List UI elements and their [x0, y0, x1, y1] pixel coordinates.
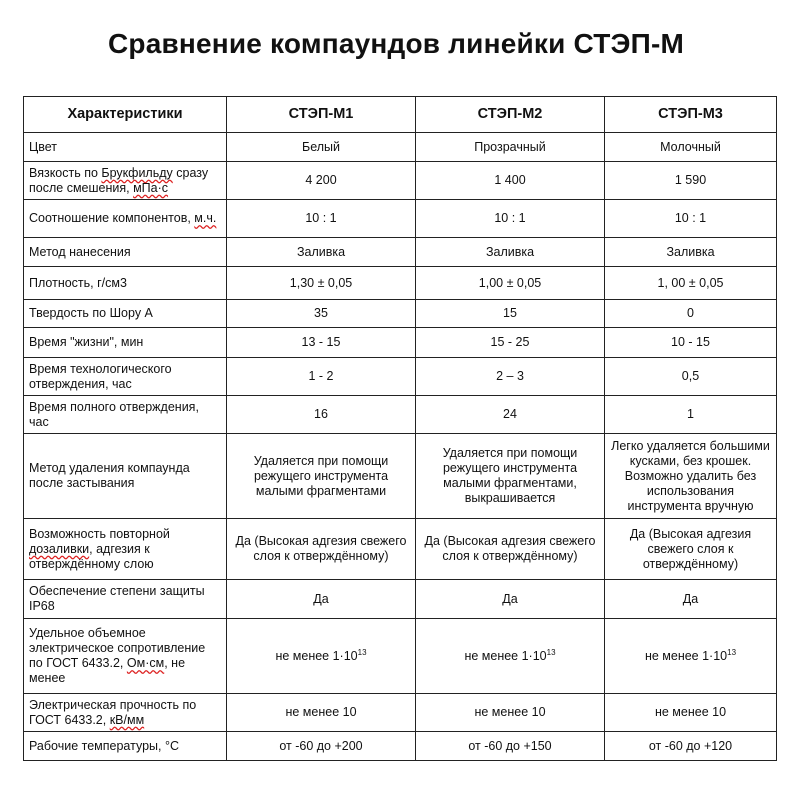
- cell-value: 10 : 1: [494, 211, 526, 225]
- value-cell-step-m3: [605, 358, 777, 396]
- cell-value: не менее 10: [474, 705, 546, 719]
- value-cell-step-m3: [605, 267, 777, 300]
- value-cell-step-m3: [605, 580, 777, 619]
- value-cell-step-m1: [227, 133, 416, 162]
- value-cell-step-m1: [227, 732, 416, 761]
- value-cell-step-m2: [416, 732, 605, 761]
- row-label: [24, 694, 227, 732]
- value-cell-step-m2: [416, 358, 605, 396]
- value-cell-step-m2: [416, 200, 605, 238]
- cell-value: 1 590: [674, 173, 707, 187]
- table-row-removal: [24, 434, 777, 519]
- header-characteristics: Характеристики: [24, 97, 227, 133]
- label-text: Удельное объемное электрическое сопротивление по ГОСТ 6433.2,: [29, 626, 206, 670]
- value-cell-step-m1: [227, 358, 416, 396]
- page-title: Сравнение компаундов линейки СТЭП-М: [107, 28, 685, 59]
- cell-value: Заливка: [485, 244, 535, 259]
- spellcheck-word: Ом·см: [126, 656, 165, 670]
- row-label: [24, 580, 227, 619]
- cell-value: Да (Высокая адгезия свежего слоя к отверждённому): [235, 534, 407, 563]
- value-cell-step-m1: [227, 328, 416, 358]
- label-text: Метод нанесения: [29, 244, 131, 259]
- value-cell-step-m3: [605, 300, 777, 328]
- spellcheck-word: Брукфильду: [101, 165, 173, 180]
- label-text: Время полного отверждения, час: [29, 399, 199, 429]
- cell-value: Да: [682, 591, 699, 606]
- table-row-color: [24, 133, 777, 162]
- header-step-m3: СТЭП-М3: [605, 97, 777, 133]
- value-cell-step-m2: [416, 519, 605, 580]
- label-text: Время "жизни", мин: [29, 335, 144, 349]
- label-text: Метод удаления компаунда после застывания: [29, 461, 190, 490]
- value-cell-step-m1: [227, 267, 416, 300]
- row-label: [24, 238, 227, 267]
- cell-value: 1 400: [494, 173, 526, 187]
- value-cell-step-m3: [605, 396, 777, 434]
- cell-value: Белый: [301, 139, 340, 154]
- header-step-m2: СТЭП-М2: [416, 97, 605, 133]
- cell-value: Прозрачный: [474, 139, 546, 154]
- label-text: сразу после смешения,: [29, 165, 209, 195]
- label-text: Время технологического отверждения, час: [29, 361, 172, 391]
- value-cell-step-m2: [416, 396, 605, 434]
- table-row-hardness: [24, 300, 777, 328]
- exponent: 13: [546, 647, 556, 657]
- row-label: [24, 519, 227, 580]
- value-cell-step-m3: [605, 238, 777, 267]
- spellcheck-word: мПа·с: [133, 180, 169, 195]
- label-text: Рабочие температуры, °С: [29, 738, 179, 753]
- cell-value: 1,30 ± 0,05: [289, 275, 353, 290]
- table-row-ip68: [24, 580, 777, 619]
- value-cell-step-m3: [605, 328, 777, 358]
- label-text: Твердость по Шору А: [29, 306, 153, 320]
- cell-value: от -60 до +120: [648, 738, 733, 753]
- cell-value: от -60 до +200: [279, 738, 363, 753]
- cell-value: Заливка: [296, 244, 346, 259]
- label-text: Соотношение компонентов,: [29, 211, 195, 225]
- table-row-density: [24, 267, 777, 300]
- cell-value: Да (Высокая адгезия свежего слоя к отверждённому): [629, 526, 752, 571]
- cell-value: 10 : 1: [674, 211, 707, 225]
- exponent: 13: [357, 647, 367, 657]
- cell-value: не менее 10: [285, 705, 357, 719]
- value-cell-step-m2: [416, 133, 605, 162]
- label-text: Возможность повторной: [29, 526, 170, 541]
- cell-value: Заливка: [666, 244, 715, 259]
- table-row-recast: [24, 519, 777, 580]
- row-label: [24, 300, 227, 328]
- value-cell-step-m1: [227, 694, 416, 732]
- label-text: , адгезия к отверждённому слою: [29, 541, 154, 571]
- cell-value: 10 : 1: [305, 211, 337, 225]
- cell-value: 15: [503, 306, 517, 320]
- header-row: [24, 97, 777, 133]
- table-row-strength: [24, 694, 777, 732]
- value-cell-step-m3: [605, 434, 777, 519]
- value-cell-step-m3: [605, 200, 777, 238]
- value-cell-step-m2: [416, 694, 605, 732]
- table-row-resistivity: [24, 619, 777, 694]
- cell-value: 1 - 2: [308, 369, 334, 383]
- value-cell-step-m3: [605, 732, 777, 761]
- cell-value: Удаляется при помощи режущего инструмента малыми фрагментами, выкрашивается: [442, 446, 578, 505]
- cell-value: 1, 00 ± 0,05: [657, 275, 724, 290]
- value-cell-step-m3: [605, 694, 777, 732]
- cell-value: 1: [687, 407, 694, 421]
- value-cell-step-m1: [227, 434, 416, 519]
- value-cell-step-m3: [605, 162, 777, 200]
- value-cell-step-m2: [416, 328, 605, 358]
- cell-value: 24: [503, 407, 517, 421]
- table-row-pot-life: [24, 328, 777, 358]
- exponent: 13: [727, 647, 737, 657]
- label-text: Плотность, г/см3: [29, 275, 127, 290]
- value-cell-step-m1: [227, 162, 416, 200]
- cell-value: 10 - 15: [671, 335, 710, 349]
- cell-value: Легко удаляется большими кусками, без крошек. Возможно удалить без использования инструмента вручную: [611, 438, 770, 513]
- table-row-viscosity: [24, 162, 777, 200]
- value-cell-step-m2: [416, 580, 605, 619]
- spellcheck-word: дозаливки: [29, 541, 90, 556]
- value-cell-step-m2: [416, 619, 605, 694]
- spellcheck-word: м.ч.: [194, 211, 217, 225]
- cell-value: 1,00 ± 0,05: [478, 275, 542, 290]
- row-label: [24, 328, 227, 358]
- value-cell-step-m1: [227, 519, 416, 580]
- cell-value: 35: [314, 306, 328, 320]
- table-row-full-cure: [24, 396, 777, 434]
- cell-value: Молочный: [660, 139, 721, 154]
- value-cell-step-m3: [605, 519, 777, 580]
- table-row-ratio: [24, 200, 777, 238]
- cell-value: не менее 10: [654, 705, 727, 719]
- value-cell-step-m2: [416, 162, 605, 200]
- label-text: Вязкость по: [29, 165, 102, 180]
- cell-value: не менее 1·10: [644, 648, 728, 663]
- cell-value: Да (Высокая адгезия свежего слоя к отверждённому): [424, 534, 596, 563]
- value-cell-step-m1: [227, 300, 416, 328]
- value-cell-step-m1: [227, 396, 416, 434]
- table-row-temperature: [24, 732, 777, 761]
- row-label: [24, 619, 227, 694]
- table-row-tech-cure: [24, 358, 777, 396]
- cell-value: 0,5: [681, 369, 700, 383]
- value-cell-step-m1: [227, 200, 416, 238]
- cell-value: 13 - 15: [301, 335, 341, 349]
- cell-value: 0: [687, 306, 694, 320]
- value-cell-step-m1: [227, 238, 416, 267]
- label-text: Электрическая прочность по ГОСТ 6433.2,: [29, 697, 197, 727]
- cell-value: Удаляется при помощи режущего инструмента малыми фрагментами: [253, 453, 389, 498]
- row-label: [24, 732, 227, 761]
- spellcheck-word: кВ/мм: [109, 712, 145, 727]
- cell-value: от -60 до +150: [468, 738, 552, 753]
- cell-value: Да: [313, 591, 329, 606]
- cell-value: не менее 1·10: [464, 648, 547, 663]
- label-text: Цвет: [29, 139, 58, 154]
- value-cell-step-m3: [605, 133, 777, 162]
- row-label: [24, 200, 227, 238]
- cell-value: 16: [314, 407, 328, 421]
- value-cell-step-m1: [227, 580, 416, 619]
- value-cell-step-m2: [416, 434, 605, 519]
- cell-value: 4 200: [305, 173, 337, 187]
- table-row-method: [24, 238, 777, 267]
- cell-value: 2 – 3: [496, 369, 524, 383]
- row-label: [24, 396, 227, 434]
- row-label: [24, 358, 227, 396]
- value-cell-step-m1: [227, 619, 416, 694]
- label-text: , не менее: [29, 656, 186, 685]
- row-label: [24, 133, 227, 162]
- label-text: Обеспечение степени защиты IP68: [29, 584, 205, 613]
- row-label: [24, 267, 227, 300]
- header-step-m1: СТЭП-М1: [227, 97, 416, 133]
- value-cell-step-m2: [416, 300, 605, 328]
- row-label: [24, 162, 227, 200]
- cell-value: не менее 1·10: [275, 648, 358, 663]
- value-cell-step-m2: [416, 238, 605, 267]
- value-cell-step-m2: [416, 267, 605, 300]
- comparison-table: [23, 96, 777, 761]
- cell-value: Да: [502, 591, 518, 606]
- cell-value: 15 - 25: [490, 335, 530, 349]
- value-cell-step-m3: [605, 619, 777, 694]
- table-body: [24, 133, 777, 761]
- row-label: [24, 434, 227, 519]
